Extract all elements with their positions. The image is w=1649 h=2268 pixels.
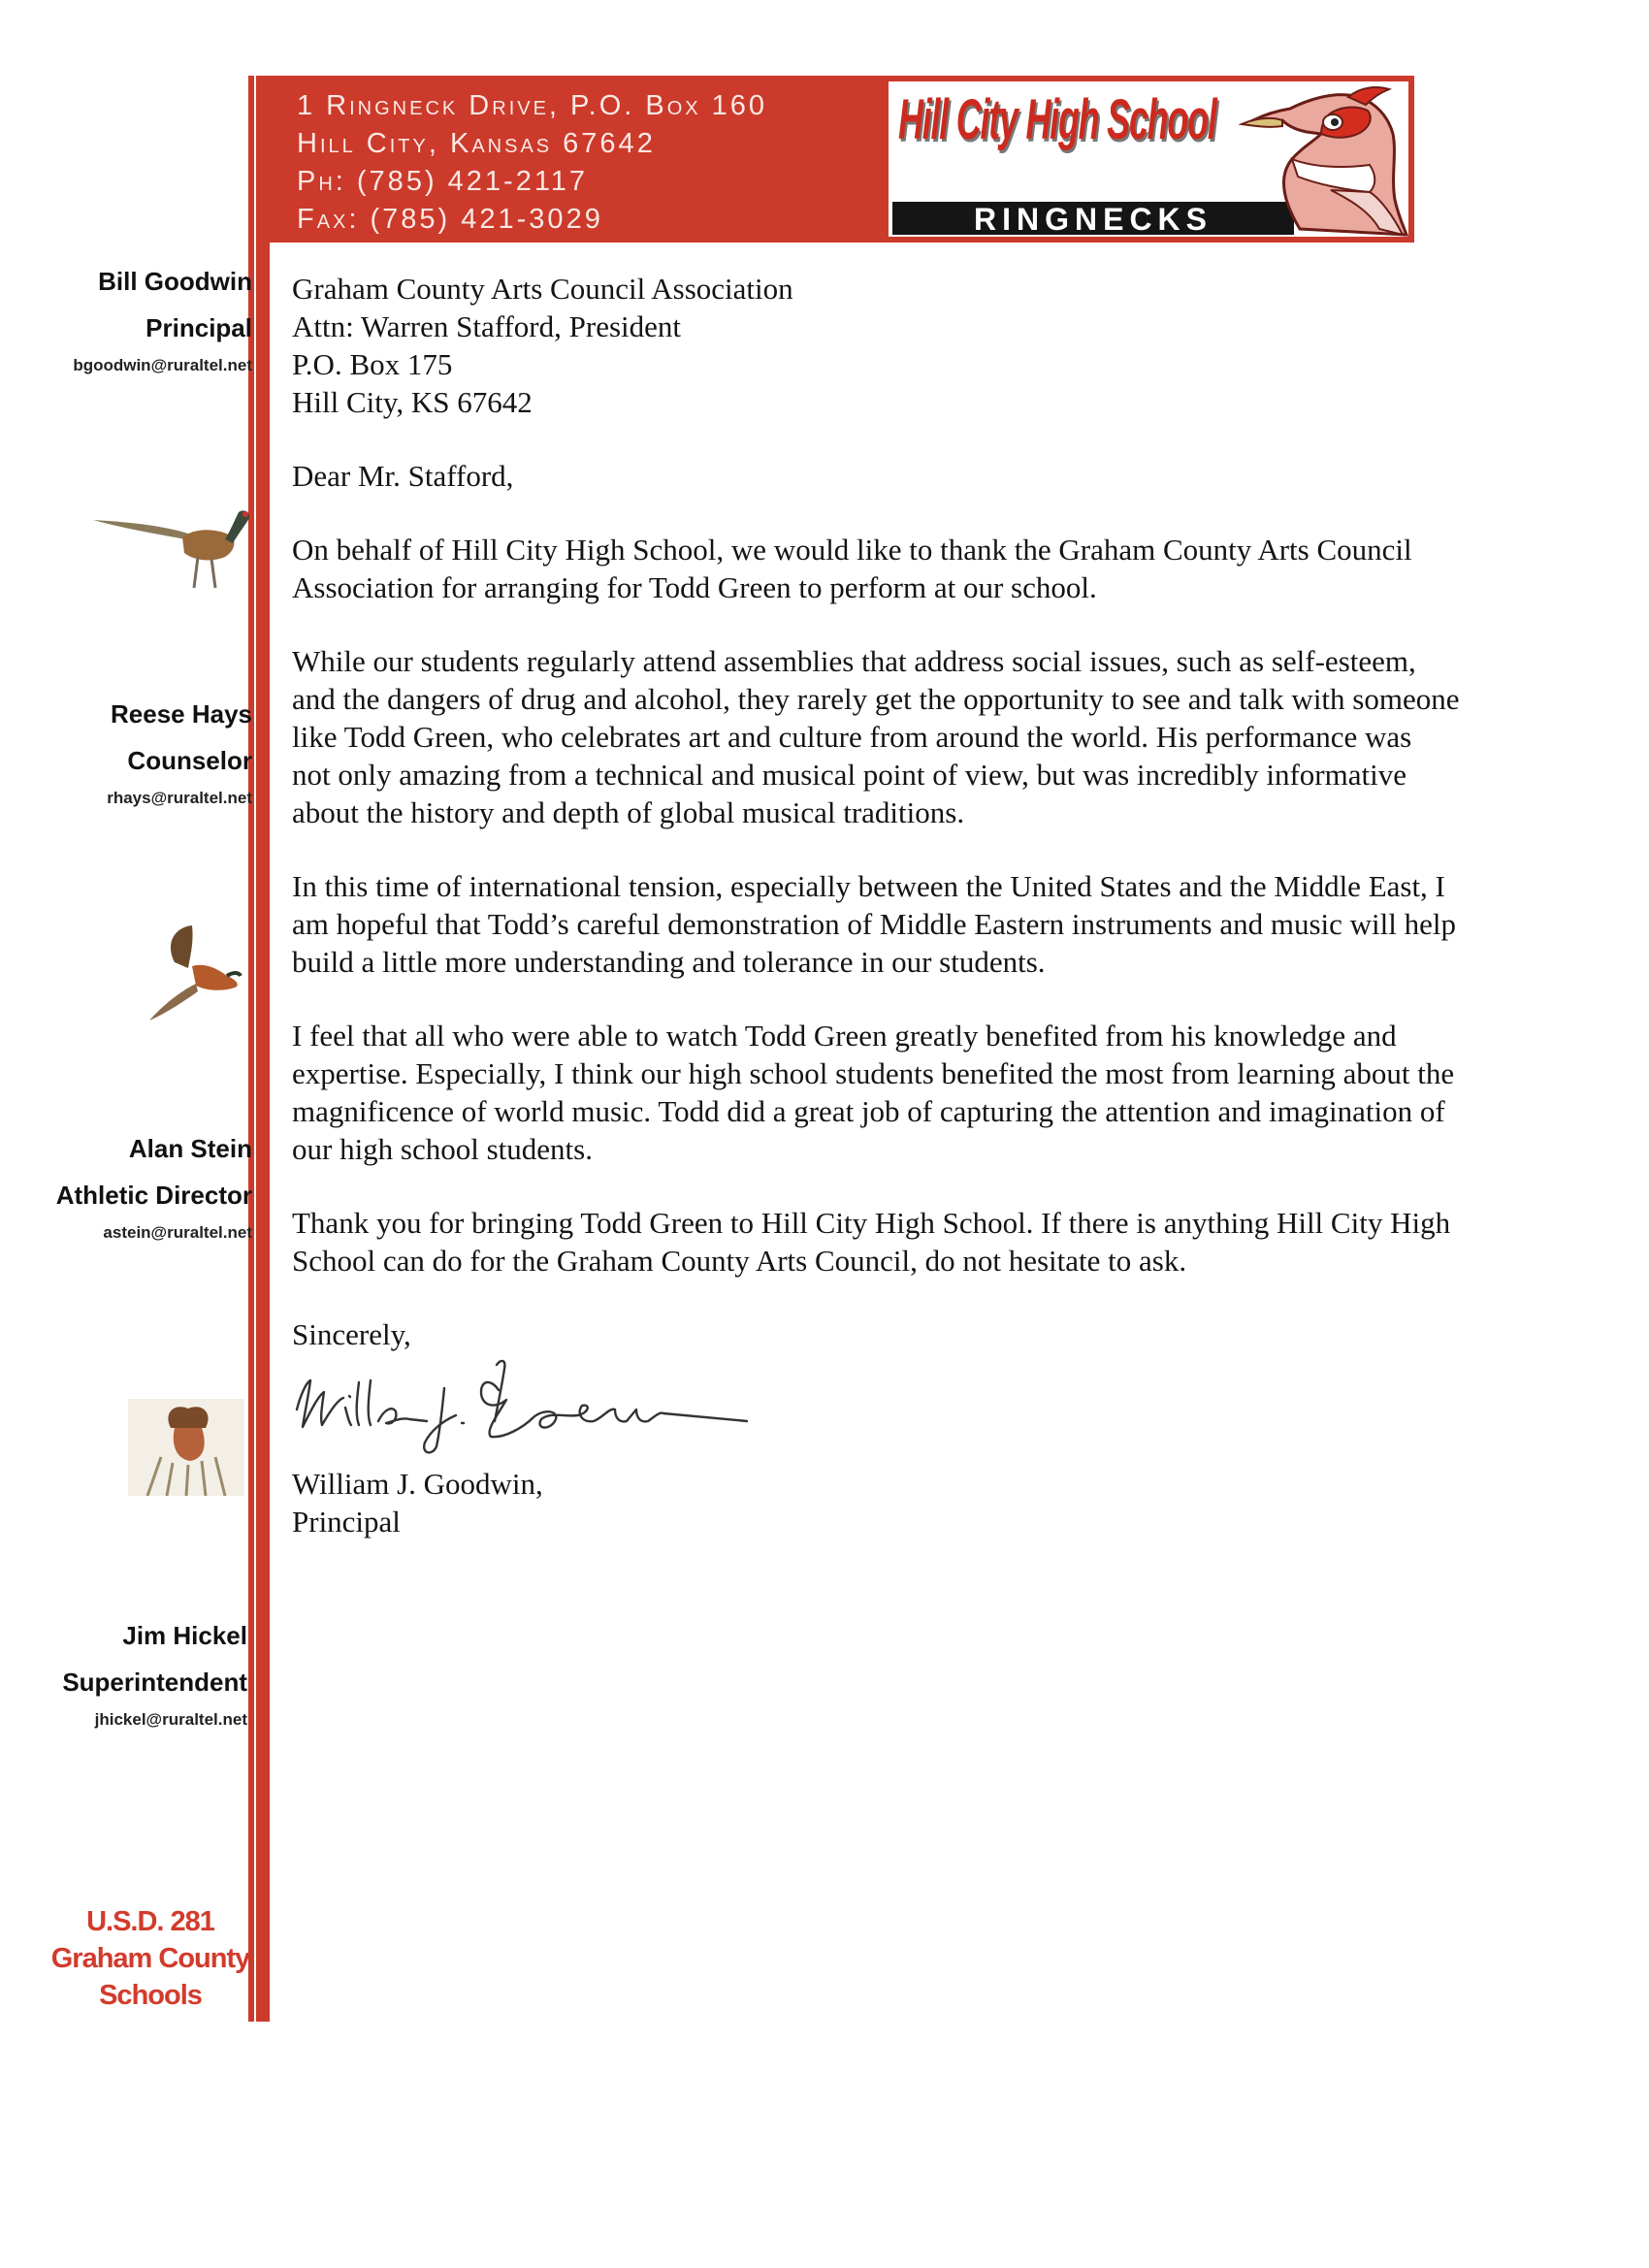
ringneck-mascot-icon (1185, 83, 1408, 237)
paragraph-line: Association for arranging for Todd Green to perform at our school. (292, 570, 1097, 604)
school-logo (889, 81, 1408, 237)
paragraph-line: our high school students. (292, 1132, 593, 1166)
paragraph-line: about the history and depth of global musical traditions. (292, 795, 965, 829)
pheasant-standing-icon (89, 493, 254, 599)
district-line: Schools (99, 1980, 202, 2011)
recipient-line: Graham County Arts Council Association (292, 272, 793, 306)
staff-title: Principal (146, 313, 252, 342)
paragraph-line: magnificence of world music. Todd did a great job of capturing the attention and imagination of (292, 1094, 1445, 1128)
staff-entry-counselor (107, 691, 252, 813)
staff-entry-superintendent (0, 1612, 247, 1734)
paragraph-line: I feel that all who were able to watch Todd Green greatly benefited from his knowledge and (292, 1019, 1397, 1053)
school-address (297, 87, 767, 239)
address-line: 1 Ringneck Drive, P.O. Box 160 (297, 90, 768, 121)
recipient-line: Attn: Warren Stafford, President (292, 309, 682, 343)
paragraph-line: expertise. Especially, I think our high school students benefited the most from learning about the (292, 1056, 1455, 1090)
phone-line: Ph: (785) 421-2117 (297, 166, 589, 197)
district-label (39, 1903, 262, 2014)
staff-email[interactable]: bgoodwin@ruraltel.net (73, 356, 252, 374)
district-line: U.S.D. 281 (86, 1906, 214, 1937)
recipient-line: Hill City, KS 67642 (292, 385, 533, 419)
staff-entry-principal (73, 258, 252, 380)
paragraph-line: Thank you for bringing Todd Green to Hill City High School. If there is anything Hill City High (292, 1206, 1451, 1240)
pheasant-grass-icon (128, 1399, 244, 1496)
margin-rule-thick (256, 76, 270, 2022)
signer-title: Principal (292, 1505, 401, 1539)
paragraph-line: School can do for the Graham County Arts Council, do not hesitate to ask. (292, 1244, 1187, 1278)
address-line: Hill City, Kansas 67642 (297, 128, 656, 159)
recipient-address (292, 270, 1572, 421)
staff-name: Bill Goodwin (98, 267, 252, 296)
district-line: Graham County (50, 1943, 250, 1974)
letter-body (292, 270, 1572, 1540)
paragraph (292, 1017, 1572, 1168)
paragraph-line: not only amazing from a technical and musical point of view, but was incredibly informative (292, 758, 1406, 792)
paragraph (292, 867, 1572, 981)
staff-name: Alan Stein (128, 1134, 252, 1163)
paragraph-line: and the dangers of drug and alcohol, they rarely get the opportunity to see and talk with someone (292, 682, 1460, 716)
staff-email[interactable]: jhickel@ruraltel.net (94, 1710, 247, 1729)
staff-title: Counselor (127, 746, 252, 775)
handwritten-signature (291, 1353, 795, 1460)
staff-email[interactable]: rhays@ruraltel.net (107, 789, 252, 807)
salutation: Dear Mr. Stafford, (292, 459, 514, 493)
staff-email[interactable]: astein@ruraltel.net (103, 1223, 252, 1242)
fax-line: Fax: (785) 421-3029 (297, 204, 603, 235)
logo-title: Hill City High School (898, 88, 1216, 151)
paragraph-line: While our students regularly attend assemblies that address social issues, such as self-esteem, (292, 644, 1416, 678)
staff-title: Superintendent (62, 1668, 247, 1697)
pheasant-flying-icon (146, 923, 242, 1030)
closing: Sincerely, (292, 1317, 411, 1351)
paragraph (292, 1204, 1572, 1280)
signer-name: William J. Goodwin, (292, 1467, 543, 1501)
staff-name: Reese Hays (111, 699, 252, 729)
paragraph (292, 531, 1572, 606)
staff-name: Jim Hickel (122, 1621, 247, 1650)
staff-entry-athletic-director (56, 1125, 252, 1247)
staff-title: Athletic Director (55, 1181, 252, 1210)
paragraph-line: In this time of international tension, especially between the United States and the Middle East, I (292, 869, 1445, 903)
paragraph-line: like Todd Green, who celebrates art and culture from around the world. His performance was (292, 720, 1412, 754)
recipient-line: P.O. Box 175 (292, 347, 453, 381)
logo-mascot-name: RINGNECKS (973, 202, 1212, 237)
paragraph-line: On behalf of Hill City High School, we would like to thank the Graham County Arts Council (292, 533, 1412, 567)
paragraph-line: am hopeful that Todd’s careful demonstration of Middle Eastern instruments and music will help (292, 907, 1456, 941)
paragraph-line: build a little more understanding and tolerance in our students. (292, 945, 1046, 979)
paragraph (292, 642, 1572, 831)
